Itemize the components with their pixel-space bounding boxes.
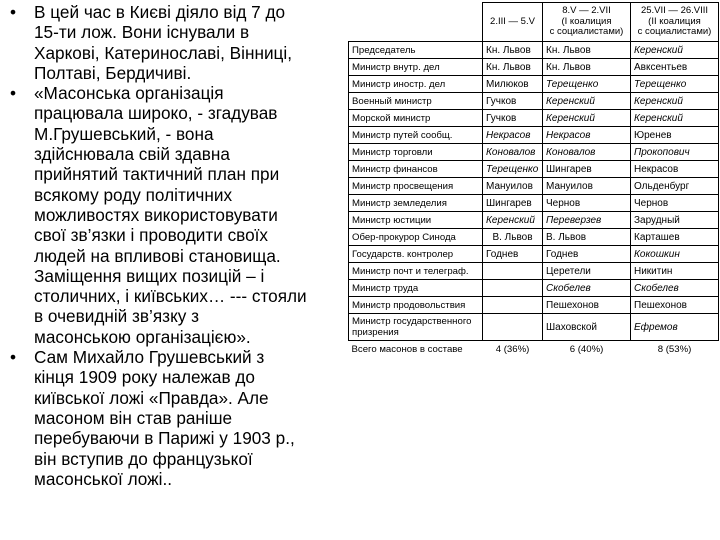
post-cell: Морской министр [349,110,483,127]
post-cell: Председатель [349,42,483,59]
table-row [349,212,719,229]
table-row [349,93,719,110]
bullet-item [6,83,356,347]
cabinet-2-cell: Скобелев [543,280,631,297]
table-row [349,42,719,59]
cabinet-3-cell: Кокошкин [631,246,719,263]
table-header-row [349,3,719,42]
cabinet-3-cell: Юренев [631,127,719,144]
cabinet-2-cell: Коновалов [543,144,631,161]
table-row [349,144,719,161]
table-corner [349,3,483,42]
cabinet-2-cell: Терещенко [543,76,631,93]
cabinet-1-cell: Годнев [483,246,543,263]
bullet-text: В цей час в Києві діяло від 7 до 15-ти лож. Вони існували в Харкові, Катеринославі, Вінниці, Полтаві, Бердичиві. [34,2,292,83]
bullet-text: «Масонська організація працювала широко, - згадував М.Грушевський, - вона здійснювала свій здавна прийнятий тактичний план при всякому роду політичних можливостях використовувати свої зв’язки і проводити своїх людей на впливові становища. Заміщення вищих позицій – і столичних, і київських… --- стояли в очевидній зв’язку з масонською організацією». [34,83,307,347]
cabinet-3-cell: Прокопович [631,144,719,161]
post-cell: Министр внутр. дел [349,59,483,76]
cabinet-3-cell: Ефремов [631,314,719,341]
cabinet-1-cell: В. Львов [483,229,543,246]
cabinet-2-cell: Шингарев [543,161,631,178]
cabinet-3-cell: Авксентьев [631,59,719,76]
post-cell: Министр государственного призрения [349,314,483,341]
cabinet-1-cell [483,314,543,341]
cabinet-1-cell: Терещенко [483,161,543,178]
cabinet-2-cell: Чернов [543,195,631,212]
total-cabinet-1: 4 (36%) [495,343,530,355]
table-row [349,263,719,280]
cabinet-1-cell: Милюков [483,76,543,93]
cabinet-3-cell: Некрасов [631,161,719,178]
table-row [349,127,719,144]
post-cell: Министр почт и телеграф. [349,263,483,280]
post-cell: Министр юстиции [349,212,483,229]
cabinet-1-cell [483,263,543,280]
table-row [349,161,719,178]
table-row [349,76,719,93]
table-row [349,280,719,297]
cabinet-3-cell: Пешехонов [631,297,719,314]
cabinet-2-cell: Церетели [543,263,631,280]
header-cabinet-2: 8.V — 2.VII (I коалиция с социалистами) [543,3,631,42]
post-cell: Министр земледелия [349,195,483,212]
cabinet-3-cell: Керенский [631,110,719,127]
post-cell: Министр торговли [349,144,483,161]
table-row [349,110,719,127]
table-row [349,314,719,341]
post-cell: Министр путей сообщ. [349,127,483,144]
header-cabinet-3: 25.VII — 26.VIII (II коалиция с социалистами) [631,3,719,42]
government-table-wrapper [348,2,718,357]
table-row [349,195,719,212]
table-row [349,59,719,76]
bullet-dot: • [10,347,17,368]
table-row [349,178,719,195]
header-cabinet-1: 2.III — 5.V [483,3,543,42]
total-cabinet-2: 6 (40%) [569,343,604,355]
cabinet-3-cell: Терещенко [631,76,719,93]
cabinet-1-cell: Кн. Львов [483,59,543,76]
cabinet-2-cell: Мануилов [543,178,631,195]
cabinet-1-cell: Коновалов [483,144,543,161]
cabinet-1-cell: Шингарев [483,195,543,212]
cabinet-3-cell: Керенский [631,42,719,59]
cabinet-3-cell: Карташев [631,229,719,246]
total-label: Всего масонов в составе [351,343,463,355]
total-cabinet-3: 8 (53%) [657,343,692,355]
post-cell: Государств. контролер [349,246,483,263]
post-cell: Министр просвещения [349,178,483,195]
post-cell: Министр иностр. дел [349,76,483,93]
cabinet-1-cell [483,280,543,297]
bullet-item [6,2,356,83]
cabinet-2-cell: Шаховской [543,314,631,341]
cabinet-2-cell: Переверзев [543,212,631,229]
cabinet-1-cell: Кн. Львов [483,42,543,59]
cabinet-2-cell: В. Львов [543,229,631,246]
bullet-dot: • [10,83,17,104]
government-table [348,2,719,357]
table-row [349,246,719,263]
bullet-dot: • [10,2,17,22]
cabinet-3-cell: Скобелев [631,280,719,297]
post-cell: Министр труда [349,280,483,297]
cabinet-2-cell: Кн. Львов [543,42,631,59]
cabinet-3-cell: Керенский [631,93,719,110]
cabinet-1-cell: Гучков [483,110,543,127]
bullet-list [6,2,356,489]
cabinet-2-cell: Керенский [543,110,631,127]
cabinet-2-cell: Кн. Львов [543,59,631,76]
post-cell: Военный министр [349,93,483,110]
post-cell: Министр финансов [349,161,483,178]
cabinet-1-cell: Некрасов [483,127,543,144]
cabinet-2-cell: Пешехонов [543,297,631,314]
cabinet-2-cell: Керенский [543,93,631,110]
cabinet-2-cell: Годнев [543,246,631,263]
table-row [349,297,719,314]
cabinet-1-cell: Мануилов [483,178,543,195]
post-cell: Обер-прокурор Синода [349,229,483,246]
cabinet-3-cell: Зарудный [631,212,719,229]
table-row [349,229,719,246]
post-cell: Министр продовольствия [349,297,483,314]
total-row [349,341,719,358]
bullet-text: Сам Михайло Грушевський з кінця 1909 року належав до київської ложі «Правда». Але масоном він став раніше перебуваючи в Парижі у 1903 р., він вступив до французької масонської ложі.. [34,347,295,489]
cabinet-3-cell: Никитин [631,263,719,280]
bullet-item [6,347,356,489]
cabinet-2-cell: Некрасов [543,127,631,144]
cabinet-3-cell: Чернов [631,195,719,212]
cabinet-1-cell [483,297,543,314]
cabinet-1-cell: Керенский [483,212,543,229]
cabinet-3-cell: Ольденбург [631,178,719,195]
cabinet-1-cell: Гучков [483,93,543,110]
